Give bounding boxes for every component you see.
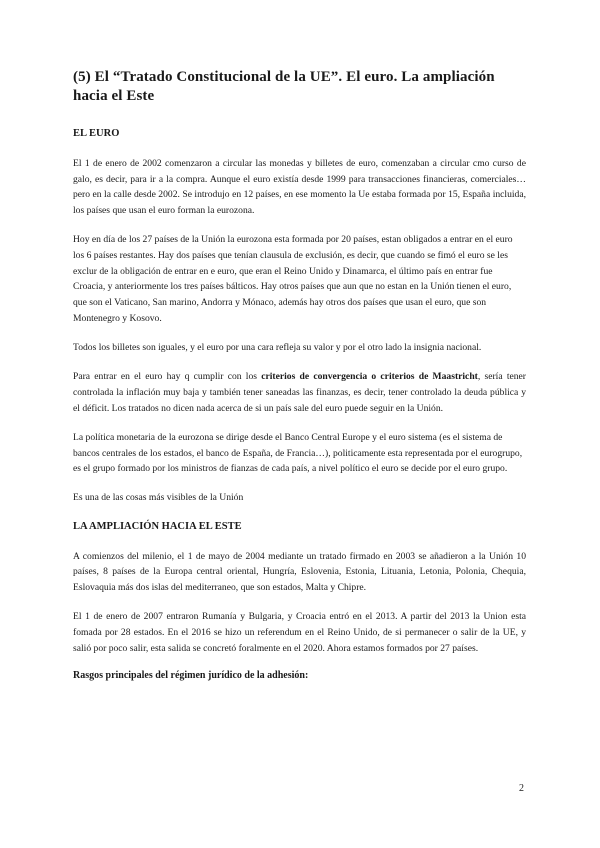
bold-term: criterios de convergencia o criterios de Maastricht	[261, 371, 478, 383]
document-page	[73, 68, 526, 681]
paragraph: Todos los billetes son iguales, y el euro por una cara refleja su valor y por el otro lado la insignia nacional.	[73, 342, 482, 354]
paragraph: La política monetaria de la eurozona se dirige desde el Banco Central Europe y el euro sistema (es el sistema de bancos centrales de los estados, el banco de España, de Francia…), politicamente esta representada por el eurogrupo, es el grupo formado por los ministros de fianzas de cada país, a nivel político el euro se decide por el euro grupo.	[73, 431, 523, 475]
page-number: 2	[519, 783, 524, 794]
section-heading-ampliacion: LA AMPLIACIÓN HACIA EL ESTE	[73, 520, 242, 532]
subheading-rasgos: Rasgos principales del régimen jurídico de la adhesión:	[73, 669, 309, 681]
section-heading-euro: EL EURO	[73, 128, 120, 139]
paragraph: A comienzos del milenio, el 1 de mayo de 2004 mediante un tratado firmado en 2003 se añadieron a la Unión 10 países, 8 países de la Europa central oriental, Hungría, Eslovenia, Estonia, Lituania, Letonia, Polonia, Chequia, Eslovaquia más dos islas del mediterraneo, que son estados, Malta y Chipre.	[73, 550, 526, 594]
paragraph-maastricht	[73, 369, 526, 416]
text-run: , sería tener controlada la inflación muy baja y también tener saneadas las finanzas, es decir, tener controlado la deuda pública y el déficit. Los tratados no dicen nada acerca de si un país sale del euro puede seguir en la Unión.	[73, 371, 526, 414]
paragraph: Es una de las cosas más visibles de la Unión	[73, 492, 244, 504]
paragraph: Hoy en día de los 27 países de la Unión la eurozona esta formada por 20 países, estan obligados a entrar en el euro los 6 países restantes. Hay dos países que tenían clausula de exclusión, es decir, que cuando se fimó el euro se les exclur de la obligación de entrar en e euro, que eran el Reino Unido y Dinamarca, el último país en entrar fue Croacia, y anteriormente los tres países bálticos. Hay otros países que aun que no estan en la Unión tienen el euro, que son el Vaticano, San marino, Andorra y Mónaco, además hay otros dos países que usan el euro, que son Montenegro y Kosovo.	[73, 234, 513, 324]
text-run: Para entrar en el euro hay q cumplir con los	[73, 371, 262, 383]
document-title: (5) El “Tratado Constitucional de la UE”. El euro. La ampliación hacia el Este	[73, 69, 495, 104]
paragraph: El 1 de enero de 2002 comenzaron a circular las monedas y billetes de euro, comenzaban a circular cmo curso de galo, es decir, para ir a la compra. Aunque el euro existía desde 1999 para transacciones financieras, comerciales… pero en la calle desde 2002. Se introdujo en 12 países, en ese momento la Ue estaba formada por 15, España incluida, los países que usan el euro forman la eurozona.	[73, 158, 526, 217]
paragraph: El 1 de enero de 2007 entraron Rumanía y Bulgaria, y Croacia entró en el 2013. A partir del 2013 la Union esta fomada por 28 estados. En el 2016 se hizo un referendum en el Reino Unido, de si permanecer o salir de la UE, y salió por poco salir, esta salida se concretó foralmente en el 2020. Ahora estamos formados por 27 países.	[73, 611, 526, 654]
